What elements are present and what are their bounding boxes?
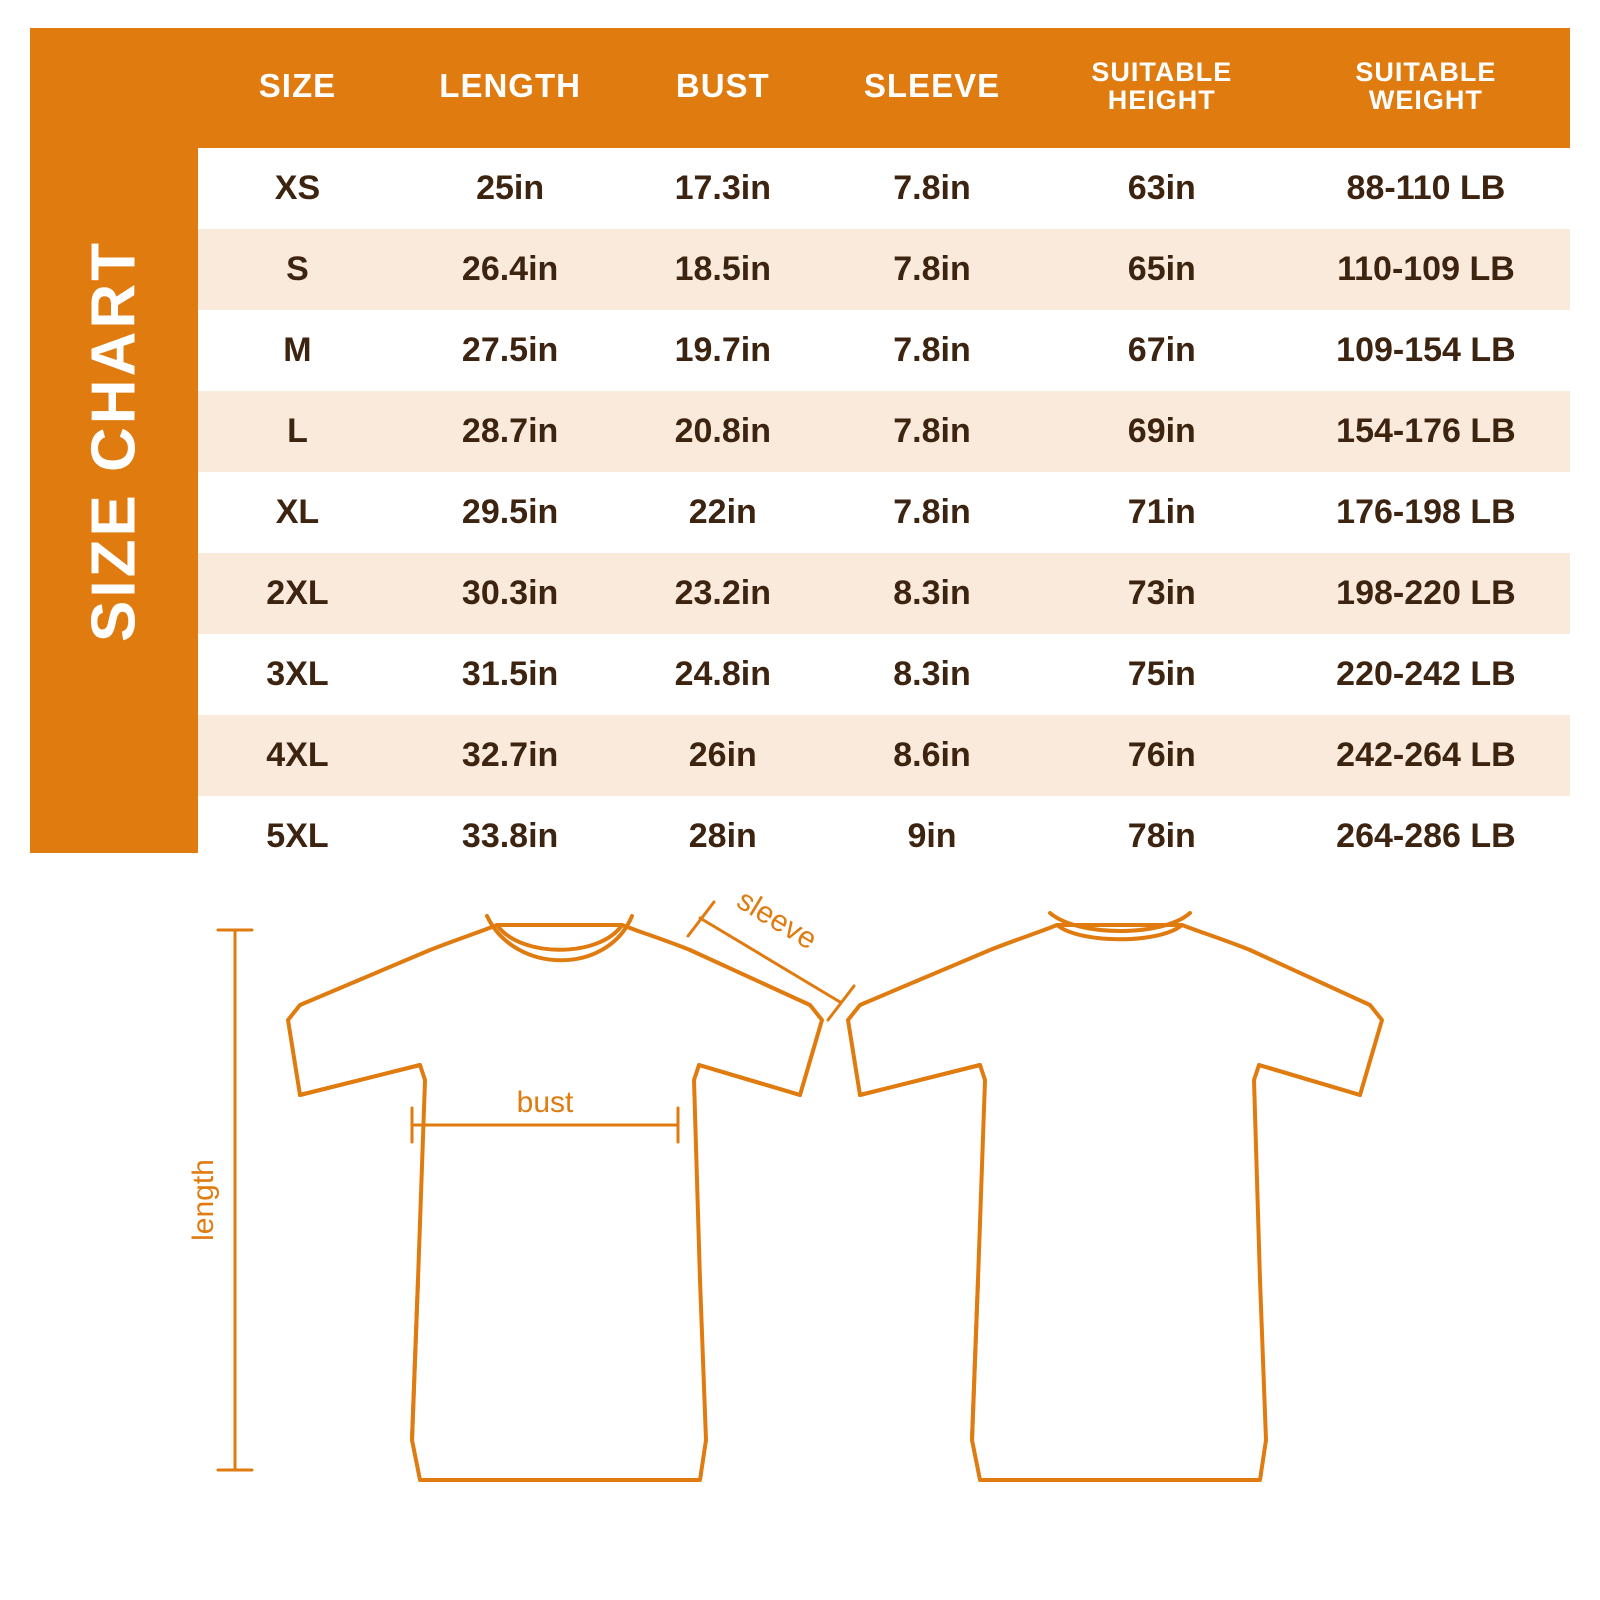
cell-weight: 220-242 LB: [1282, 634, 1570, 715]
cell-sleeve: 8.3in: [822, 553, 1042, 634]
column-header-suitable-weight: [1282, 28, 1570, 148]
size-table-wrapper: [198, 28, 1570, 853]
size-chart-block: [30, 28, 1570, 853]
cell-bust: 18.5in: [623, 229, 822, 310]
cell-length: 33.8in: [397, 796, 623, 877]
cell-weight: 88-110 LB: [1282, 148, 1570, 229]
cell-sleeve: 7.8in: [822, 472, 1042, 553]
cell-bust: 23.2in: [623, 553, 822, 634]
cell-height: 65in: [1042, 229, 1282, 310]
column-header-suitable-weight-line1: SUITABLE: [1355, 56, 1497, 87]
length-label: length: [187, 1159, 220, 1241]
cell-bust: 17.3in: [623, 148, 822, 229]
cell-height: 63in: [1042, 148, 1282, 229]
cell-weight: 154-176 LB: [1282, 391, 1570, 472]
cell-sleeve: 7.8in: [822, 391, 1042, 472]
cell-bust: 22in: [623, 472, 822, 553]
cell-sleeve: 7.8in: [822, 229, 1042, 310]
cell-length: 29.5in: [397, 472, 623, 553]
cell-size: XL: [198, 472, 397, 553]
cell-size: 4XL: [198, 715, 397, 796]
cell-sleeve: 7.8in: [822, 148, 1042, 229]
column-header-suitable-height: [1042, 28, 1282, 148]
cell-length: 30.3in: [397, 553, 623, 634]
cell-size: M: [198, 310, 397, 391]
cell-weight: 176-198 LB: [1282, 472, 1570, 553]
cell-sleeve: 8.3in: [822, 634, 1042, 715]
column-header-suitable-height-line2: HEIGHT: [1107, 85, 1216, 115]
cell-height: 78in: [1042, 796, 1282, 877]
table-row: [198, 310, 1570, 391]
table-row: [198, 229, 1570, 310]
measurement-diagram: [0, 880, 1600, 1580]
column-header-sleeve: SLEEVE: [822, 28, 1042, 148]
cell-length: 25in: [397, 148, 623, 229]
column-header-length: LENGTH: [397, 28, 623, 148]
table-header-row: [198, 28, 1570, 148]
cell-length: 28.7in: [397, 391, 623, 472]
cell-sleeve: 7.8in: [822, 310, 1042, 391]
cell-sleeve: 8.6in: [822, 715, 1042, 796]
table-row: [198, 715, 1570, 796]
cell-height: 69in: [1042, 391, 1282, 472]
cell-height: 67in: [1042, 310, 1282, 391]
column-header-suitable-weight-line2: WEIGHT: [1368, 85, 1483, 115]
cell-size: L: [198, 391, 397, 472]
size-table-body: [198, 148, 1570, 877]
cell-weight: 242-264 LB: [1282, 715, 1570, 796]
cell-bust: 19.7in: [623, 310, 822, 391]
table-row: [198, 796, 1570, 877]
table-row: [198, 634, 1570, 715]
tshirt-back-illustration: [848, 913, 1382, 1480]
cell-sleeve: 9in: [822, 796, 1042, 877]
cell-bust: 20.8in: [623, 391, 822, 472]
table-row: [198, 391, 1570, 472]
cell-size: 3XL: [198, 634, 397, 715]
page-title: SIZE CHART: [79, 239, 149, 642]
bust-label: bust: [516, 1086, 574, 1119]
cell-length: 32.7in: [397, 715, 623, 796]
size-chart-title-column: [30, 28, 198, 853]
column-header-size: SIZE: [198, 28, 397, 148]
sleeve-label: sleeve: [731, 883, 823, 957]
cell-size: XS: [198, 148, 397, 229]
cell-bust: 28in: [623, 796, 822, 877]
table-row: [198, 553, 1570, 634]
cell-size: 2XL: [198, 553, 397, 634]
cell-length: 26.4in: [397, 229, 623, 310]
size-table-head: [198, 28, 1570, 148]
column-header-suitable-height-line1: SUITABLE: [1091, 56, 1233, 87]
table-row: [198, 472, 1570, 553]
cell-length: 27.5in: [397, 310, 623, 391]
cell-size: 5XL: [198, 796, 397, 877]
cell-bust: 26in: [623, 715, 822, 796]
cell-weight: 264-286 LB: [1282, 796, 1570, 877]
cell-size: S: [198, 229, 397, 310]
cell-height: 73in: [1042, 553, 1282, 634]
cell-bust: 24.8in: [623, 634, 822, 715]
table-row: [198, 148, 1570, 229]
column-header-bust: BUST: [623, 28, 822, 148]
cell-height: 75in: [1042, 634, 1282, 715]
cell-length: 31.5in: [397, 634, 623, 715]
cell-height: 71in: [1042, 472, 1282, 553]
length-dimension-line: [218, 930, 252, 1470]
size-table: [198, 28, 1570, 877]
cell-height: 76in: [1042, 715, 1282, 796]
cell-weight: 198-220 LB: [1282, 553, 1570, 634]
cell-weight: 109-154 LB: [1282, 310, 1570, 391]
cell-weight: 110-109 LB: [1282, 229, 1570, 310]
tshirt-front-illustration: [288, 916, 822, 1480]
